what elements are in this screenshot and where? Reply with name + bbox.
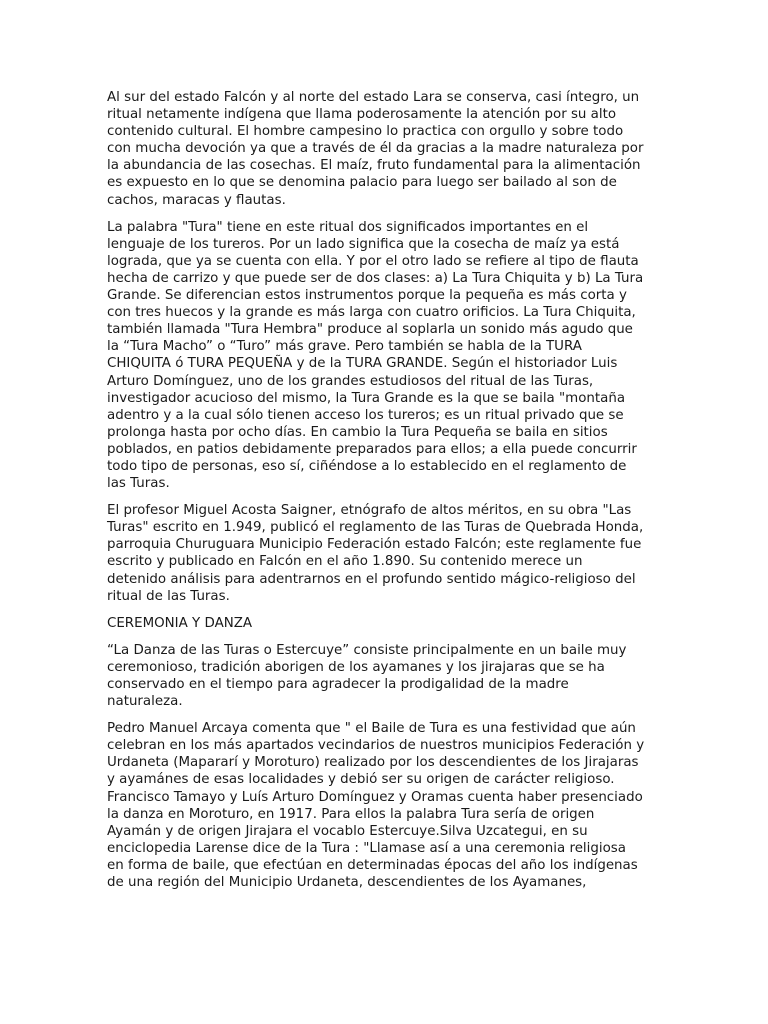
section-heading: CEREMONIA Y DANZA xyxy=(107,615,253,631)
paragraph-arcaya: Pedro Manuel Arcaya comenta que " el Baile de Tura es una festividad que aún celebran en los más apartados vecindarios de nuestros municipios Federación y Urdaneta (Mapararí y Moroturo) realizado por los descendientes de los Jirajaras y ayamánes de esas localidades y debió ser su origen de carácter religioso. Francisco Tamayo y Luís Arturo Domínguez y Oramas cuenta haber presenciado la danza en Moroturo, en 1917. Para ellos la palabra Tura sería de origen Ayamán y de origen Jirajara el vocablo Estercuye.Silva Uzcategui, en su enciclopedia Larense dice de la Tura : "Llamase así a una ceremonia religiosa en forma de baile, que efectúan en determinadas épocas del año los indígenas de una región del Municipio Urdaneta, descendientes de los Ayamanes, xyxy=(107,721,645,891)
paragraph-acosta-saigner: El profesor Miguel Acosta Saigner, etnógrafo de altos méritos, en su obra "Las Turas" escrito en 1.949, publicó el reglamento de las Turas de Quebrada Honda, parroquia Churuguara Municipio Federación estado Falcón; este reglamente fue escrito y publicado en Falcón en el año 1.890. Su contenido merece un detenido análisis para adentrarnos en el profundo sentido mágico-religioso del ritual de las Turas. xyxy=(107,503,644,604)
paragraph-danza: “La Danza de las Turas o Estercuye” consiste principalmente en un baile muy ceremonioso, tradición aborigen de los ayamanes y los jirajaras que se ha conservado en el tiempo para agradecer la prodigalidad de la madre naturaleza. xyxy=(107,642,627,710)
paragraph-tura-meaning: La palabra "Tura" tiene en este ritual dos significados importantes en el lenguaje de los tureros. Por un lado significa que la cosecha de maíz ya está lograda, que ya se cuenta con ella. Y por el otro lado se refiere al tipo de flauta hecha de carrizo y que puede ser de dos clases: a) La Tura Chiquita y b) La Tura Grande. Se diferencian estos instrumentos porque la pequeña es más corta y con tres huecos y la grande es más larga con cuatro orificios. La Tura Chiquita, también llamada "Tura Hembra" produce al soplarla un sonido más agudo que la “Tura Macho” o “Turo” más grave. Pero también se habla de la TURA CHIQUITA ó TURA PEQUEÑA y de la TURA GRANDE. Según el historiador Luis Arturo Domínguez, uno de los grandes estudiosos del ritual de las Turas, investigador acucioso del mismo, la Tura Grande es la que se baila "montaña adentro y a la cual sólo tienen acceso los tureros; es un ritual privado que se prolonga hasta por ocho días. En cambio la Tura Pequeña se baila en sitios poblados, en patios debidamente preparados para ellos; a ella puede concurrir todo tipo de personas, eso sí, ciñéndose a lo establecido en el reglamento de las Turas. xyxy=(107,219,644,492)
paragraph-intro: Al sur del estado Falcón y al norte del estado Lara se conserva, casi íntegro, un ritual netamente indígena que llama poderosamente la atención por su alto contenido cultural. El hombre campesino lo practica con orgullo y sobre todo con mucha devoción ya que a través de él da gracias a la madre naturaleza por la abundancia de las cosechas. El maíz, fruto fundamental para la alimentación es expuesto en lo que se denomina palacio para luego ser bailado al son de cachos, maracas y flautas. xyxy=(107,90,644,208)
